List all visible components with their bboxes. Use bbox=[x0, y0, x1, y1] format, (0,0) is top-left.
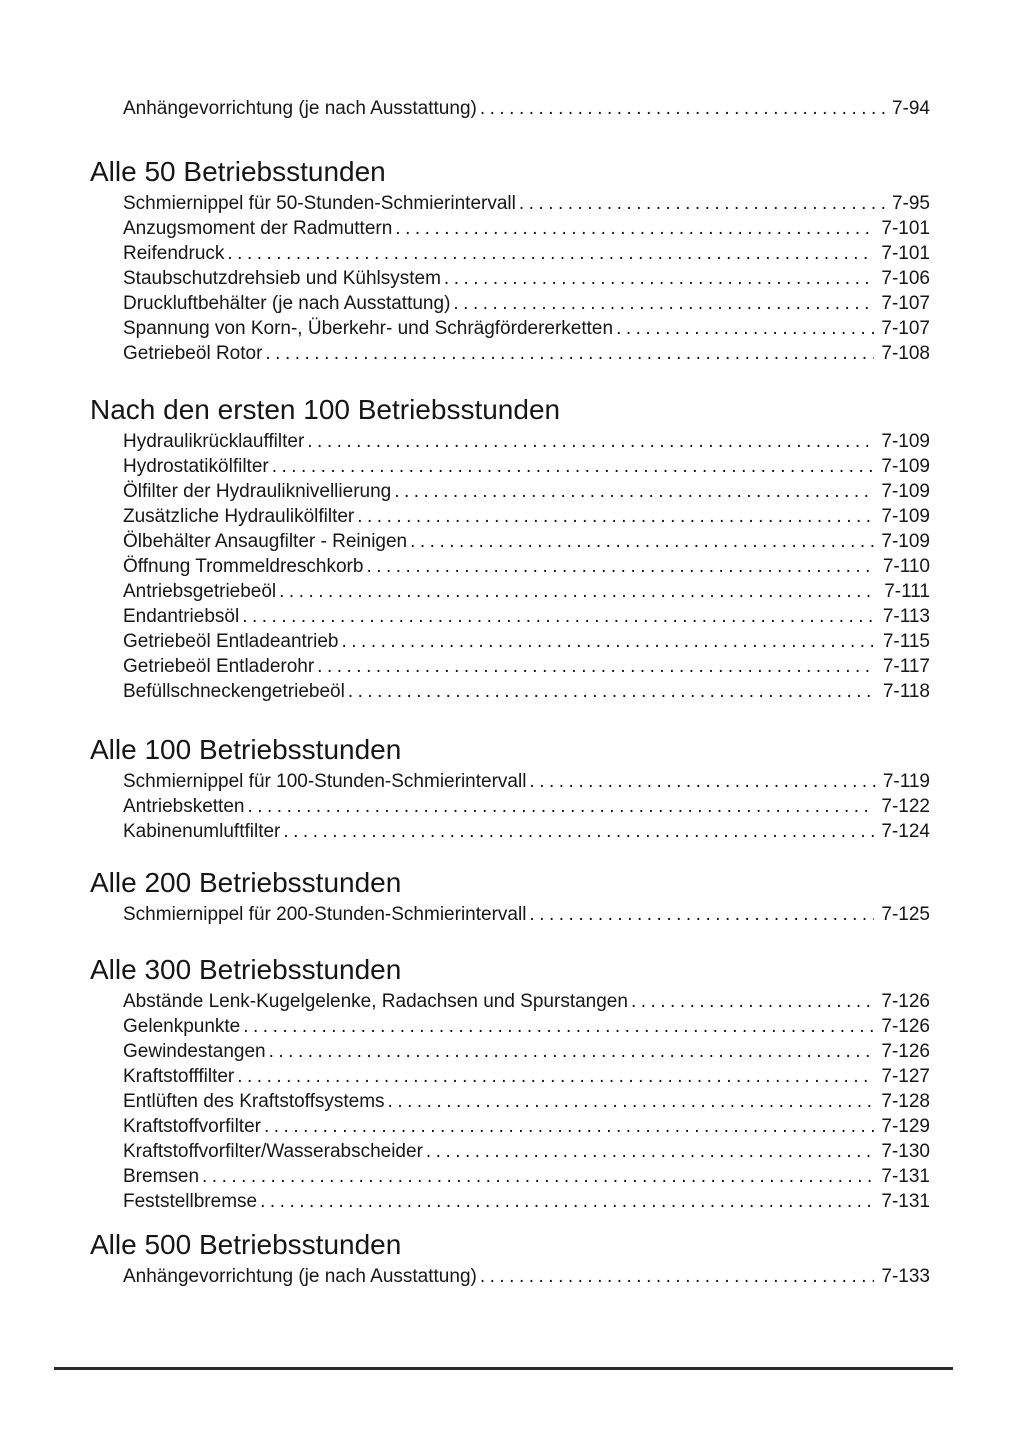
dot-leader bbox=[272, 454, 875, 479]
entry-title: Endantriebsöl bbox=[123, 606, 240, 627]
section-heading: Nach den ersten 100 Betriebsstunden bbox=[90, 394, 561, 425]
entry-title: Abstände Lenk-Kugelgelenke, Radachsen und Spurstangen bbox=[123, 991, 628, 1012]
page-number: 7-111 bbox=[884, 581, 930, 602]
section-heading: Alle 500 Betriebsstunden bbox=[90, 1229, 402, 1260]
entry-title: Druckluftbehälter (je nach Ausstattung) bbox=[123, 293, 451, 314]
entry-title: Ölbehälter Ansaugfilter - Reinigen bbox=[123, 531, 408, 552]
toc-entry bbox=[123, 291, 930, 316]
page-number: 7-107 bbox=[881, 293, 930, 314]
section-heading: Alle 50 Betriebsstunden bbox=[90, 156, 386, 187]
toc-entry bbox=[123, 769, 930, 794]
toc-entry bbox=[123, 316, 930, 341]
page-number: 7-118 bbox=[882, 681, 930, 702]
entry-title: Kraftstoffvorfilter bbox=[123, 1116, 261, 1137]
toc-entry bbox=[123, 629, 930, 654]
page-number: 7-129 bbox=[881, 1116, 930, 1137]
entry-title: Schmiernippel für 100-Stunden-Schmierintervall bbox=[123, 771, 527, 792]
toc-entry bbox=[123, 266, 930, 291]
page-number: 7-117 bbox=[882, 656, 930, 677]
toc-section bbox=[90, 1230, 930, 1289]
toc-entry bbox=[123, 604, 930, 629]
entry-title: Ölfilter der Hydrauliknivellierung bbox=[123, 481, 392, 502]
dot-leader bbox=[394, 479, 874, 504]
dot-leader bbox=[631, 989, 874, 1014]
entry-title: Befüllschneckengetriebeöl bbox=[123, 681, 345, 702]
entry-title: Antriebsketten bbox=[123, 796, 245, 817]
dot-leader bbox=[237, 1064, 874, 1089]
entry-title: Getriebeöl Rotor bbox=[123, 343, 263, 364]
dot-leader bbox=[243, 1014, 874, 1039]
entry-title: Feststellbremse bbox=[123, 1191, 258, 1212]
page-number: 7-126 bbox=[881, 1016, 930, 1037]
page-number: 7-124 bbox=[881, 821, 930, 842]
dot-leader bbox=[227, 241, 874, 266]
section-heading: Alle 200 Betriebsstunden bbox=[90, 867, 402, 898]
toc-entry bbox=[123, 96, 930, 121]
toc-section bbox=[90, 955, 930, 1214]
entry-title: Entlüften des Kraftstoffsystems bbox=[123, 1091, 385, 1112]
dot-leader bbox=[265, 341, 874, 366]
toc-section bbox=[90, 735, 930, 844]
entry-title: Kraftstofffilter bbox=[123, 1066, 235, 1087]
toc-entry bbox=[123, 1114, 930, 1139]
page-number: 7-133 bbox=[881, 1266, 930, 1287]
dot-leader bbox=[317, 654, 876, 679]
dot-leader bbox=[264, 1114, 874, 1139]
toc-entry bbox=[123, 1264, 930, 1289]
toc-entry bbox=[123, 216, 930, 241]
page-number: 7-109 bbox=[881, 531, 930, 552]
toc-entry bbox=[123, 341, 930, 366]
page-number: 7-106 bbox=[881, 268, 930, 289]
toc-entry bbox=[123, 1039, 930, 1064]
section-heading: Alle 300 Betriebsstunden bbox=[90, 954, 402, 985]
page-number: 7-130 bbox=[881, 1141, 930, 1162]
entry-title: Gelenkpunkte bbox=[123, 1016, 241, 1037]
dot-leader bbox=[283, 819, 874, 844]
entry-title: Anhängevorrichtung (je nach Ausstattung) bbox=[123, 1266, 477, 1287]
dot-leader bbox=[357, 504, 874, 529]
toc-entry bbox=[123, 819, 930, 844]
entry-title: Schmiernippel für 50-Stunden-Schmierintervall bbox=[123, 193, 516, 214]
toc-section bbox=[90, 157, 930, 366]
toc-section bbox=[90, 868, 930, 927]
dot-leader bbox=[366, 554, 875, 579]
toc-entry bbox=[123, 479, 930, 504]
toc-entry bbox=[123, 989, 930, 1014]
dot-leader bbox=[529, 769, 875, 794]
toc-section bbox=[90, 395, 930, 704]
dot-leader bbox=[279, 579, 877, 604]
page-number: 7-110 bbox=[882, 556, 930, 577]
dot-leader bbox=[410, 529, 874, 554]
page-number: 7-109 bbox=[881, 506, 930, 527]
toc-entry bbox=[123, 529, 930, 554]
toc-entry bbox=[123, 654, 930, 679]
entry-title: Bremsen bbox=[123, 1166, 200, 1187]
page-number: 7-101 bbox=[881, 218, 930, 239]
toc-entry bbox=[123, 1164, 930, 1189]
page-number: 7-126 bbox=[881, 1041, 930, 1062]
page-number: 7-107 bbox=[881, 318, 930, 339]
entry-title: Gewindestangen bbox=[123, 1041, 266, 1062]
page-number: 7-126 bbox=[881, 991, 930, 1012]
dot-leader bbox=[529, 902, 874, 927]
page-number: 7-95 bbox=[891, 193, 930, 214]
entry-title: Kabinenumluftfilter bbox=[123, 821, 281, 842]
entry-title: Anzugsmoment der Radmuttern bbox=[123, 218, 393, 239]
entry-title: Anhängevorrichtung (je nach Ausstattung) bbox=[123, 98, 477, 119]
entry-title: Schmiernippel für 200-Stunden-Schmierintervall bbox=[123, 904, 527, 925]
dot-leader bbox=[341, 629, 875, 654]
dot-leader bbox=[395, 216, 874, 241]
entry-title: Staubschutzdrehsieb und Kühlsystem bbox=[123, 268, 441, 289]
page-number: 7-115 bbox=[882, 631, 930, 652]
toc-entry bbox=[123, 1064, 930, 1089]
page-number: 7-101 bbox=[881, 243, 930, 264]
entry-title: Zusätzliche Hydraulikölfilter bbox=[123, 506, 355, 527]
dot-leader bbox=[480, 96, 885, 121]
page-number: 7-122 bbox=[881, 796, 930, 817]
dot-leader bbox=[388, 1089, 875, 1114]
page-number: 7-109 bbox=[881, 456, 930, 477]
toc bbox=[90, 96, 930, 1289]
entry-title: Antriebsgetriebeöl bbox=[123, 581, 277, 602]
toc-entry bbox=[123, 579, 930, 604]
dot-leader bbox=[260, 1189, 874, 1214]
toc-entry bbox=[123, 1139, 930, 1164]
entry-title: Spannung von Korn-, Überkehr- und Schrägfördererketten bbox=[123, 318, 614, 339]
entry-title: Kraftstoffvorfilter/Wasserabscheider bbox=[123, 1141, 423, 1162]
page-number: 7-131 bbox=[881, 1191, 930, 1212]
toc-entry bbox=[123, 454, 930, 479]
page-number: 7-109 bbox=[881, 481, 930, 502]
page-number: 7-108 bbox=[881, 343, 930, 364]
toc-entry bbox=[123, 1014, 930, 1039]
dot-leader bbox=[519, 191, 885, 216]
toc-entry bbox=[123, 429, 930, 454]
toc-entry bbox=[123, 902, 930, 927]
page-number: 7-127 bbox=[881, 1066, 930, 1087]
entry-title: Getriebeöl Entladeantrieb bbox=[123, 631, 339, 652]
dot-leader bbox=[616, 316, 874, 341]
dot-leader bbox=[269, 1039, 875, 1064]
dot-leader bbox=[444, 266, 874, 291]
entry-title: Getriebeöl Entladerohr bbox=[123, 656, 315, 677]
section-heading: Alle 100 Betriebsstunden bbox=[90, 734, 402, 765]
page-number: 7-94 bbox=[891, 98, 930, 119]
dot-leader bbox=[202, 1164, 874, 1189]
page-number: 7-128 bbox=[881, 1091, 930, 1112]
dot-leader bbox=[247, 794, 874, 819]
footer-rule bbox=[54, 1367, 953, 1370]
dot-leader bbox=[307, 429, 874, 454]
toc-entry bbox=[123, 794, 930, 819]
page-number: 7-119 bbox=[882, 771, 930, 792]
toc-entry bbox=[123, 1189, 930, 1214]
entry-title: Öffnung Trommeldreschkorb bbox=[123, 556, 364, 577]
dot-leader bbox=[426, 1139, 875, 1164]
page-number: 7-131 bbox=[881, 1166, 930, 1187]
dot-leader bbox=[242, 604, 876, 629]
dot-leader bbox=[348, 679, 876, 704]
toc-entry bbox=[123, 1089, 930, 1114]
toc-entry bbox=[123, 679, 930, 704]
page-number: 7-125 bbox=[881, 904, 930, 925]
entry-title: Hydrostatikölfilter bbox=[123, 456, 269, 477]
entry-title: Hydraulikrücklauffilter bbox=[123, 431, 305, 452]
page-number: 7-113 bbox=[882, 606, 930, 627]
page-number: 7-109 bbox=[881, 431, 930, 452]
toc-entry bbox=[123, 191, 930, 216]
entry-title: Reifendruck bbox=[123, 243, 225, 264]
dot-leader bbox=[480, 1264, 875, 1289]
toc-entry bbox=[123, 241, 930, 266]
toc-entry bbox=[123, 554, 930, 579]
dot-leader bbox=[453, 291, 874, 316]
toc-entry bbox=[123, 504, 930, 529]
